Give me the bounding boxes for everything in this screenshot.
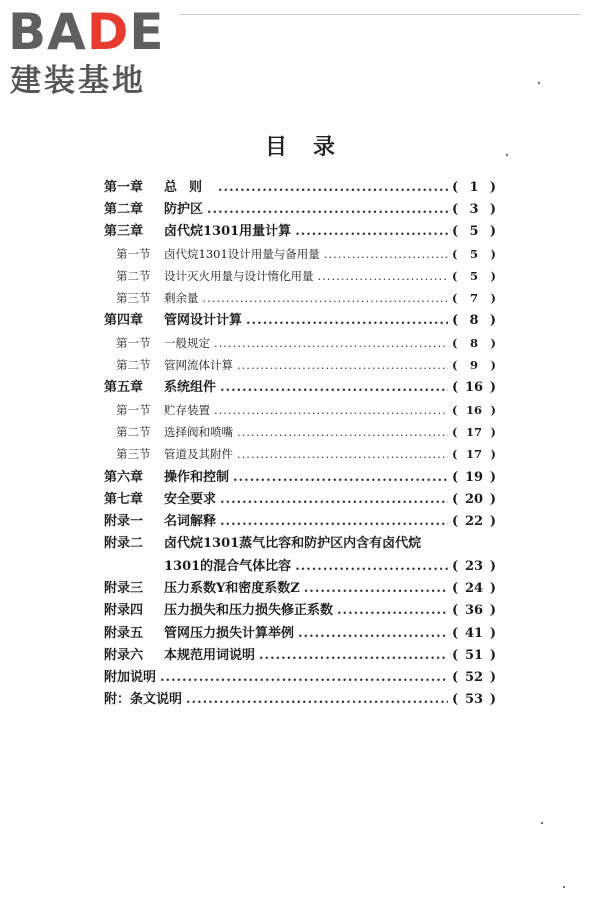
toc-entry [104, 265, 496, 287]
leader-dots [295, 225, 448, 238]
toc-entry-title: 本规范用词说明 [164, 647, 256, 663]
leader-dots [186, 693, 448, 706]
toc-entry-label: 附加说明 [104, 670, 157, 686]
brand-logo [8, 3, 178, 101]
toc-entry-label: 第一节 [116, 335, 151, 350]
toc-entry-title: 一般规定 [164, 335, 210, 350]
table-of-contents [104, 176, 496, 711]
header-rule [180, 14, 580, 15]
toc-entry-label: 附录六 [104, 647, 144, 663]
toc-entry-title: 管网设计计算 [164, 313, 243, 329]
leader-dots [160, 671, 448, 684]
toc-entry-page: ( 19 ) [452, 469, 496, 485]
toc-entry-page: ( 17 ) [452, 424, 496, 439]
leader-dots [233, 471, 448, 484]
toc-entry [104, 600, 496, 622]
toc-entry-title: 卤代烷1301设计用量与备用量 [164, 246, 320, 261]
leader-dots [220, 515, 448, 528]
toc-entry-page: ( 3 ) [452, 201, 496, 217]
toc-entry-page: ( 23 ) [452, 558, 496, 574]
page-title: 目录 [264, 134, 361, 160]
toc-entry-title: 系统组件 [164, 380, 217, 396]
toc-entry [104, 243, 496, 265]
toc-entry-label: 第二节 [116, 424, 151, 439]
toc-entry-page: ( 5 ) [452, 224, 496, 240]
leader-dots [218, 181, 448, 194]
toc-entry-page: ( 36 ) [452, 603, 496, 619]
leader-dots [214, 404, 448, 417]
leader-dots [237, 448, 448, 461]
leader-dots [324, 248, 448, 261]
toc-entry-title: 设计灭火用量与设计惰化用量 [164, 268, 314, 283]
scan-speck [506, 154, 508, 156]
leader-dots [304, 582, 448, 595]
toc-entry-title: 压力系数Y和密度系数Z [164, 580, 300, 596]
leader-dots [207, 203, 448, 216]
toc-entry-title: 安全要求 [164, 491, 217, 507]
toc-entry-label: 第六章 [104, 469, 144, 485]
toc-entry [104, 221, 496, 243]
toc-entry-page: ( 20 ) [452, 491, 496, 507]
toc-entry-label: 第四章 [104, 313, 144, 329]
toc-entry [104, 488, 496, 510]
leader-dots [237, 359, 448, 372]
toc-entry-page: ( 8 ) [452, 335, 496, 350]
toc-entry [104, 198, 496, 220]
toc-entry [104, 667, 496, 689]
toc-entry-label: 附录三 [104, 580, 144, 596]
toc-entry-page: ( 5 ) [452, 246, 496, 261]
leader-dots [220, 381, 448, 394]
toc-entry [104, 444, 496, 466]
toc-entry-page: ( 22 ) [452, 514, 496, 530]
toc-entry-page: ( 16 ) [452, 402, 496, 417]
toc-entry-label: 第一节 [116, 246, 151, 261]
toc-entry [104, 689, 496, 711]
toc-entry-page: ( 8 ) [452, 313, 496, 329]
toc-entry-label: 第五章 [104, 380, 144, 396]
scan-speck [541, 822, 543, 824]
toc-entry [104, 510, 496, 532]
toc-entry-label: 第三章 [104, 224, 144, 240]
toc-entry-title: 管道及其附件 [164, 447, 233, 462]
toc-entry-title: 卤代烷1301蒸气比容和防护区内含有卤代烷 [164, 536, 422, 552]
toc-entry-page: ( 17 ) [452, 447, 496, 462]
toc-entry-page: ( 53 ) [452, 692, 496, 708]
toc-entry-label: 第一章 [104, 179, 144, 195]
toc-entry-title: 剩余量 [164, 291, 199, 306]
toc-entry-label: 附：条文说明 [104, 692, 183, 708]
toc-entry-page: ( 5 ) [452, 268, 496, 283]
scan-speck [538, 82, 540, 84]
toc-entry-title: 贮存装置 [164, 402, 210, 417]
toc-entry-label: 第七章 [104, 491, 144, 507]
toc-entry [104, 421, 496, 443]
logo-wordmark: BADE [8, 3, 165, 61]
toc-entry [104, 533, 496, 555]
toc-entry-title: 总则 [164, 179, 215, 195]
toc-entry [104, 622, 496, 644]
toc-entry-continuation [104, 555, 496, 577]
toc-entry [104, 332, 496, 354]
toc-entry-label: 附录一 [104, 514, 144, 530]
toc-entry-page: ( 7 ) [452, 291, 496, 306]
toc-entry [104, 466, 496, 488]
leader-dots [295, 560, 448, 573]
toc-entry-title: 管网流体计算 [164, 358, 233, 373]
leader-dots [259, 649, 448, 662]
toc-entry-title: 压力损失和压力损失修正系数 [164, 603, 334, 619]
leader-dots [337, 604, 448, 617]
toc-entry-title: 卤代烷1301用量计算 [164, 224, 292, 240]
leader-dots [203, 292, 449, 305]
logo-subtitle: 建装基地 [10, 63, 146, 99]
toc-entry-title: 名词解释 [164, 514, 217, 530]
toc-entry-title: 管网压力损失计算举例 [164, 625, 295, 641]
toc-entry [104, 377, 496, 399]
toc-entry-page: ( 9 ) [452, 358, 496, 373]
toc-entry [104, 644, 496, 666]
leader-dots [298, 627, 448, 640]
toc-entry-label: 第二节 [116, 358, 151, 373]
toc-entry-label: 附录二 [104, 536, 144, 552]
toc-entry-title-continued: 1301的混合气体比容 [164, 558, 292, 574]
toc-entry [104, 399, 496, 421]
toc-entry-label: 附录四 [104, 603, 144, 619]
toc-entry-title: 防护区 [164, 201, 204, 217]
leader-dots [220, 493, 448, 506]
toc-entry-label: 第三节 [116, 291, 151, 306]
leader-dots [246, 314, 448, 327]
leader-dots [318, 270, 449, 283]
leader-dots [237, 426, 448, 439]
leader-dots [214, 337, 448, 350]
toc-entry-page: ( 52 ) [452, 670, 496, 686]
toc-entry [104, 287, 496, 309]
toc-entry [104, 354, 496, 376]
toc-entry-label: 第一节 [116, 402, 151, 417]
toc-entry-page: ( 24 ) [452, 580, 496, 596]
toc-entry [104, 176, 496, 198]
toc-entry-label: 第三节 [116, 447, 151, 462]
toc-entry-page: ( 51 ) [452, 647, 496, 663]
toc-entry [104, 577, 496, 599]
toc-entry-label: 附录五 [104, 625, 144, 641]
toc-entry-title: 操作和控制 [164, 469, 230, 485]
scan-speck [563, 886, 565, 888]
toc-entry-label: 第二节 [116, 268, 151, 283]
toc-entry [104, 310, 496, 332]
toc-entry-title: 选择阀和喷嘴 [164, 424, 233, 439]
toc-entry-page: ( 16 ) [452, 380, 496, 396]
toc-entry-page: ( 41 ) [452, 625, 496, 641]
toc-entry-label: 第二章 [104, 201, 144, 217]
toc-entry-page: ( 1 ) [452, 179, 496, 195]
